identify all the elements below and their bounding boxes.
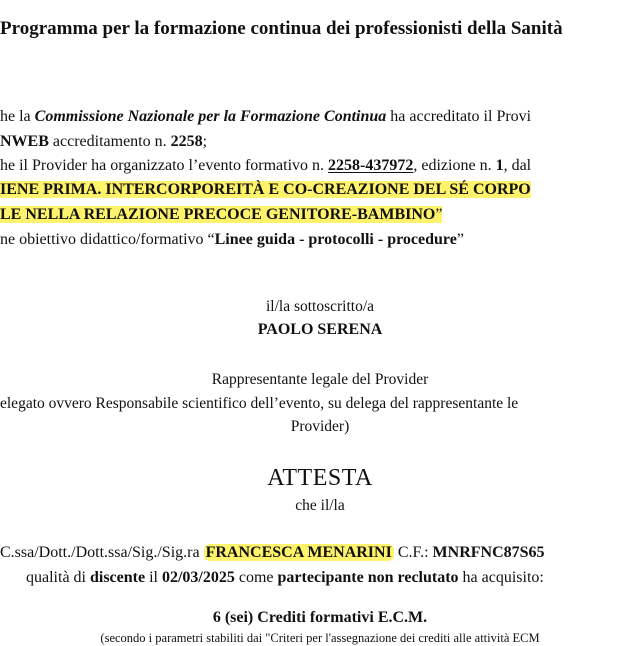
participant-role: discente [89,569,146,586]
event-title-close: ” [435,206,443,223]
participant-title-prefix: C.ssa/Dott./Dott.ssa/Sig./Sig.ra [0,544,204,561]
signatory-name: PAOLO SERENA [257,321,383,338]
objective-prefix: ne obiettivo didattico/formativo “ [0,231,215,248]
intro-line-3 [0,157,531,175]
cf-label: C.F.: [393,544,433,561]
commission-name: Commissione Nazionale per la Formazione Continua [34,108,387,125]
qualification-suffix: ha acquisito: [458,569,544,586]
participation-date: 02/03/2025 [161,569,235,586]
event-title-line-1 [0,181,531,199]
accreditation-number: 2258 [170,133,203,150]
event-title-2: LE NELLA RELAZIONE PRECOCE GENITORE-BAMBINO [0,206,436,223]
attesta-heading: ATTESTA [267,465,373,491]
signatory-role-3: Provider) [290,418,350,435]
qualification-prefix: qualità di [26,569,90,586]
intro-line-1 [0,108,531,126]
intro-line3-prefix: he il Provider ha organizzato l’evento formativo n. [0,157,329,174]
intro-line2-end: ; [202,133,208,150]
event-number: 2258-437972 [328,157,414,174]
attesta-subheading: che il/la [295,497,345,514]
intro-line1-suffix: ha accreditato il Provi [386,108,532,125]
credits-note: (secondo i parametri stabiliti dai "Criteri per l'assegnazione dei crediti alle attività ECM [100,631,540,645]
participant-line [0,544,545,562]
provider-name: NWEB [0,133,49,150]
participant-name: FRANCESCA MENARINI [205,544,392,561]
intro-line1-prefix: he la [0,108,35,125]
cf-value: MNRFNC87S65 [432,544,545,561]
edition-number: 1 [495,157,504,174]
credits-text: 6 (sei) Crediti formativi E.C.M. [212,609,428,626]
signatory-role-2: elegato ovvero Responsabile scientifico dell’evento, su delega del rappresentante le [0,395,519,412]
event-title-1: IENE PRIMA. INTERCORPOREITÀ E CO-CREAZIONE DEL SÉ CORPO [0,181,531,198]
intro-line3-suffix: , dal [503,157,532,174]
qualification-line [26,569,544,587]
participant-status: partecipante non reclutato [277,569,459,586]
edition-label: , edizione n. [413,157,496,174]
signatory-label: il/la sottoscritto/a [265,298,375,315]
intro-line-2 [0,133,207,151]
qualification-mid-2: come [234,569,278,586]
objective-text: Linee guida - protocolli - procedure [214,231,457,248]
qualification-mid: il [145,569,162,586]
signatory-role-1: Rappresentante legale del Provider [211,371,429,388]
objective-suffix: ” [456,231,464,248]
header-title: Programma per la formazione continua dei professionisti della Sanità [0,18,563,39]
objective-line [0,231,464,249]
accreditation-label: accreditamento n. [48,133,171,150]
event-title-line-2 [0,206,442,224]
